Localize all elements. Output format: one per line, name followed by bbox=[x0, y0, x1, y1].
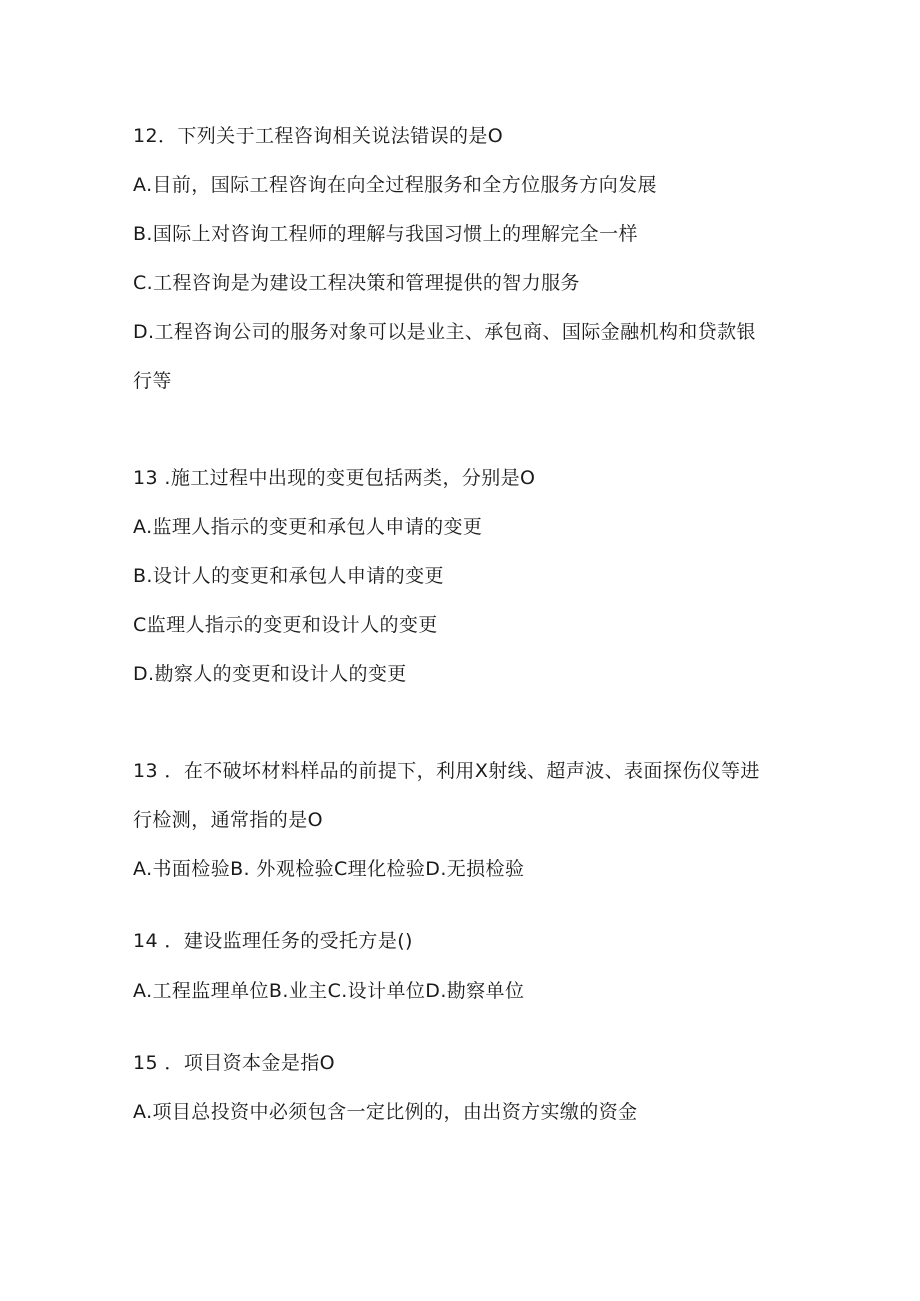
question-14-stem: 14 ．建设监理任务的受托方是() bbox=[133, 930, 413, 952]
question-12-option-c: C.工程咨询是为建设工程决策和管理提供的智力服务 bbox=[133, 272, 580, 294]
question-15-stem: 15 ．项目资本金是指O bbox=[133, 1052, 335, 1074]
question-12-stem: 12．下列关于工程咨询相关说法错误的是O bbox=[133, 125, 504, 147]
question-13a-option-b: B.设计人的变更和承包人申请的变更 bbox=[133, 565, 444, 587]
question-13b-options: A.书面检验B. 外观检验C理化检验D.无损检验 bbox=[133, 858, 525, 880]
question-14-options: A.工程监理单位B.业主C.设计单位D.勘察单位 bbox=[133, 980, 525, 1002]
question-13a-option-a: A.监理人指示的变更和承包人申请的变更 bbox=[133, 516, 483, 538]
question-13b-stem: 13 ．在不破坏材料样品的前提下，利用X射线、超声波、表面探伤仪等进 bbox=[133, 760, 760, 782]
question-15-option-a: A.项目总投资中必须包含一定比例的，由出资方实缴的资金 bbox=[133, 1101, 638, 1123]
question-13a-option-c: C监理人指示的变更和设计人的变更 bbox=[133, 614, 438, 636]
question-13a-option-d: D.勘察人的变更和设计人的变更 bbox=[133, 663, 407, 685]
question-13a-stem: 13 .施工过程中出现的变更包括两类，分别是O bbox=[133, 467, 536, 489]
question-12-option-d: D.工程咨询公司的服务对象可以是业主、承包商、国际金融机构和贷款银 bbox=[133, 321, 756, 343]
question-12-option-b: B.国际上对咨询工程师的理解与我国习惯上的理解完全一样 bbox=[133, 223, 638, 245]
question-13b-stem-continued: 行检测，通常指的是O bbox=[133, 809, 323, 831]
question-12-option-a: A.目前，国际工程咨询在向全过程服务和全方位服务方向发展 bbox=[133, 174, 657, 196]
question-12-option-d-continued: 行等 bbox=[133, 370, 172, 392]
